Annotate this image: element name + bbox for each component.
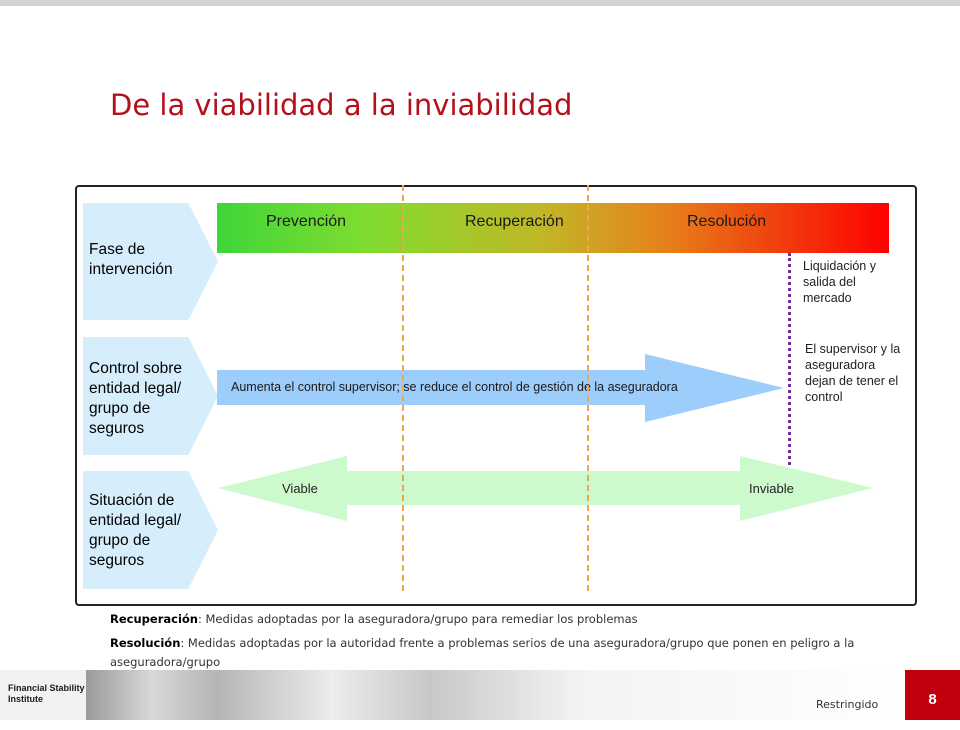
inviable-label: Inviable [749,481,794,496]
phase-label-recovery: Recuperación [465,213,564,230]
row-label-intervention: Fase de intervención [89,241,173,278]
viable-label: Viable [282,481,318,496]
control-loss-line [788,253,791,465]
footnote-recovery-text: : Medidas adoptadas por la aseguradora/grupo para remediar los problemas [197,612,638,626]
phase-label-prevention: Prevención [266,213,347,230]
boundary-line-prevention-recovery [402,185,404,591]
footnote-resolution [110,634,900,672]
boundary-line-recovery-resolution [587,185,589,591]
fsi-logo [8,683,85,705]
liquidation-note: Liquidación y salida del mercado [803,259,876,305]
footnote-recovery [110,610,900,629]
footnote-resolution-term: Resolución [110,636,181,650]
restricted-label: Restringido [816,698,879,711]
page-number-badge: 8 [905,670,960,720]
row-label-control: Control sobre entidad legal/ grupo de seguros [89,360,183,437]
fsi-logo-line2: Institute [8,694,43,704]
footer-building-image [86,670,906,720]
row-label-situation: Situación de entidad legal/ grupo de seguros [89,492,182,569]
footnote-recovery-term: Recuperación [110,612,198,626]
slide-title: De la viabilidad a la inviabilidad [110,88,573,122]
supervisor-note: El supervisor y la aseguradora dejan de tener el control [805,342,901,404]
phase-label-resolution: Resolución [687,213,767,230]
control-arrow-text: Aumenta el control supervisor; se reduce el control de gestión de la aseguradora [231,380,678,394]
fsi-logo-line1: Financial Stability [8,683,85,693]
footnote-resolution-text: : Medidas adoptadas por la autoridad frente a problemas serios de una aseguradora/grupo que ponen en peligro a la aseguradora/grupo [110,636,855,669]
